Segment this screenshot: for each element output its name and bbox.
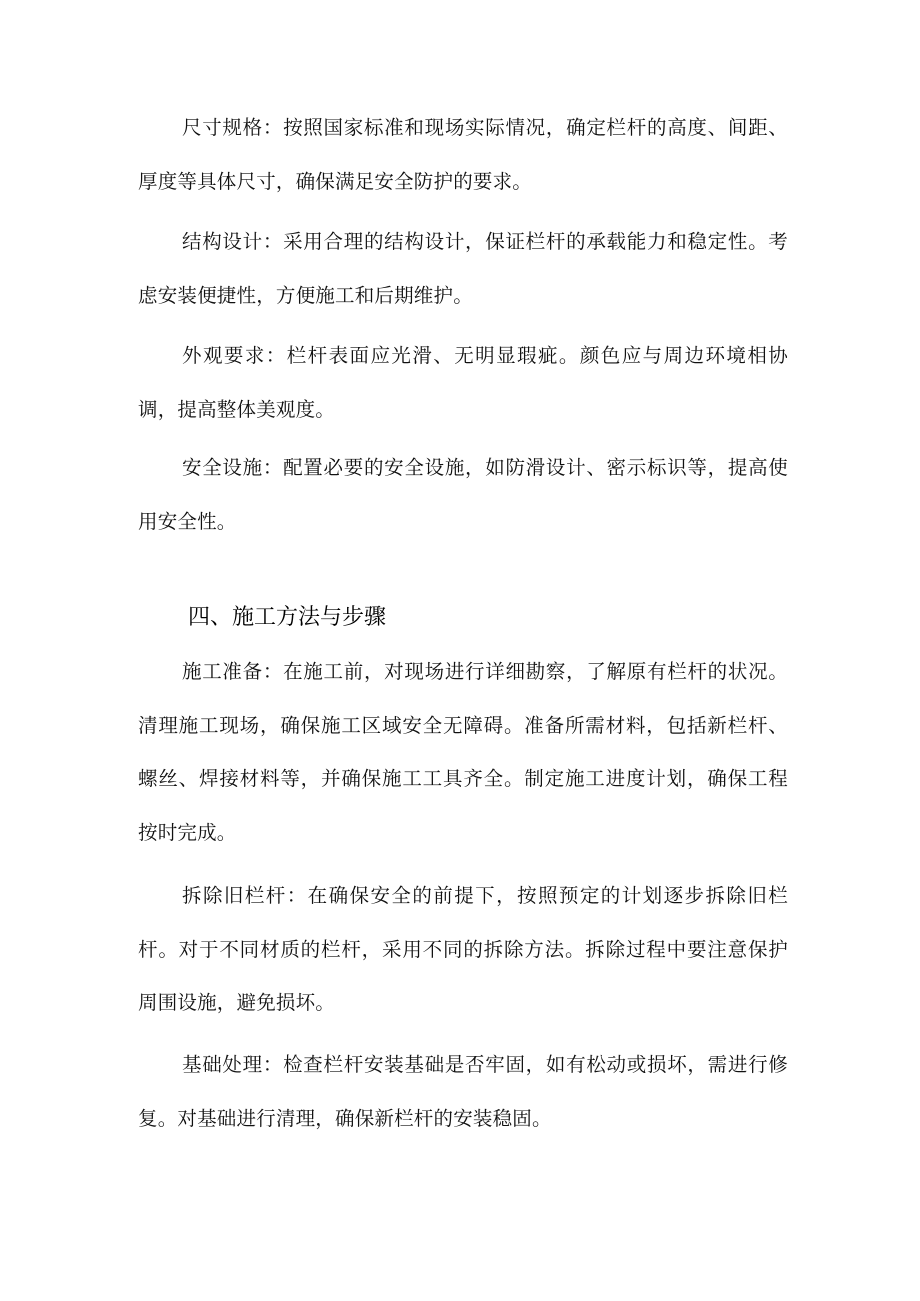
paragraph-construction-prep: 施工准备：在施工前，对现场进行详细勘察，了解原有栏杆的状况。清理施工现场，确保施工区域安全无障碍。准备所需材料，包括新栏杆、螺丝、焊接材料等，并确保施工工具齐全。制定施工进度计划，确保工程按时完成。 — [138, 660, 788, 844]
paragraph-safety-facilities: 安全设施：配置必要的安全设施，如防滑设计、密示标识等，提高使用安全性。 — [138, 456, 788, 533]
paragraph-size-spec: 尺寸规格：按照国家标准和现场实际情况，确定栏杆的高度、间距、厚度等具体尺寸，确保满足安全防护的要求。 — [138, 116, 788, 193]
paragraph-remove-old-railing: 拆除旧栏杆：在确保安全的前提下，按照预定的计划逐步拆除旧栏杆。对于不同材质的栏杆，采用不同的拆除方法。拆除过程中要注意保护周围设施，避免损坏。 — [138, 884, 788, 1015]
paragraph-structure-design: 结构设计：采用合理的结构设计，保证栏杆的承载能力和稳定性。考虑安装便捷性，方便施工和后期维护。 — [138, 230, 788, 307]
section-heading: 四、施工方法与步骤 — [188, 605, 387, 630]
paragraph-appearance: 外观要求：栏杆表面应光滑、无明显瑕疵。颜色应与周边环境相协调，提高整体美观度。 — [138, 344, 788, 421]
paragraph-foundation: 基础处理：检查栏杆安装基础是否牢固，如有松动或损坏，需进行修复。对基础进行清理，确保新栏杆的安装稳固。 — [138, 1053, 788, 1130]
